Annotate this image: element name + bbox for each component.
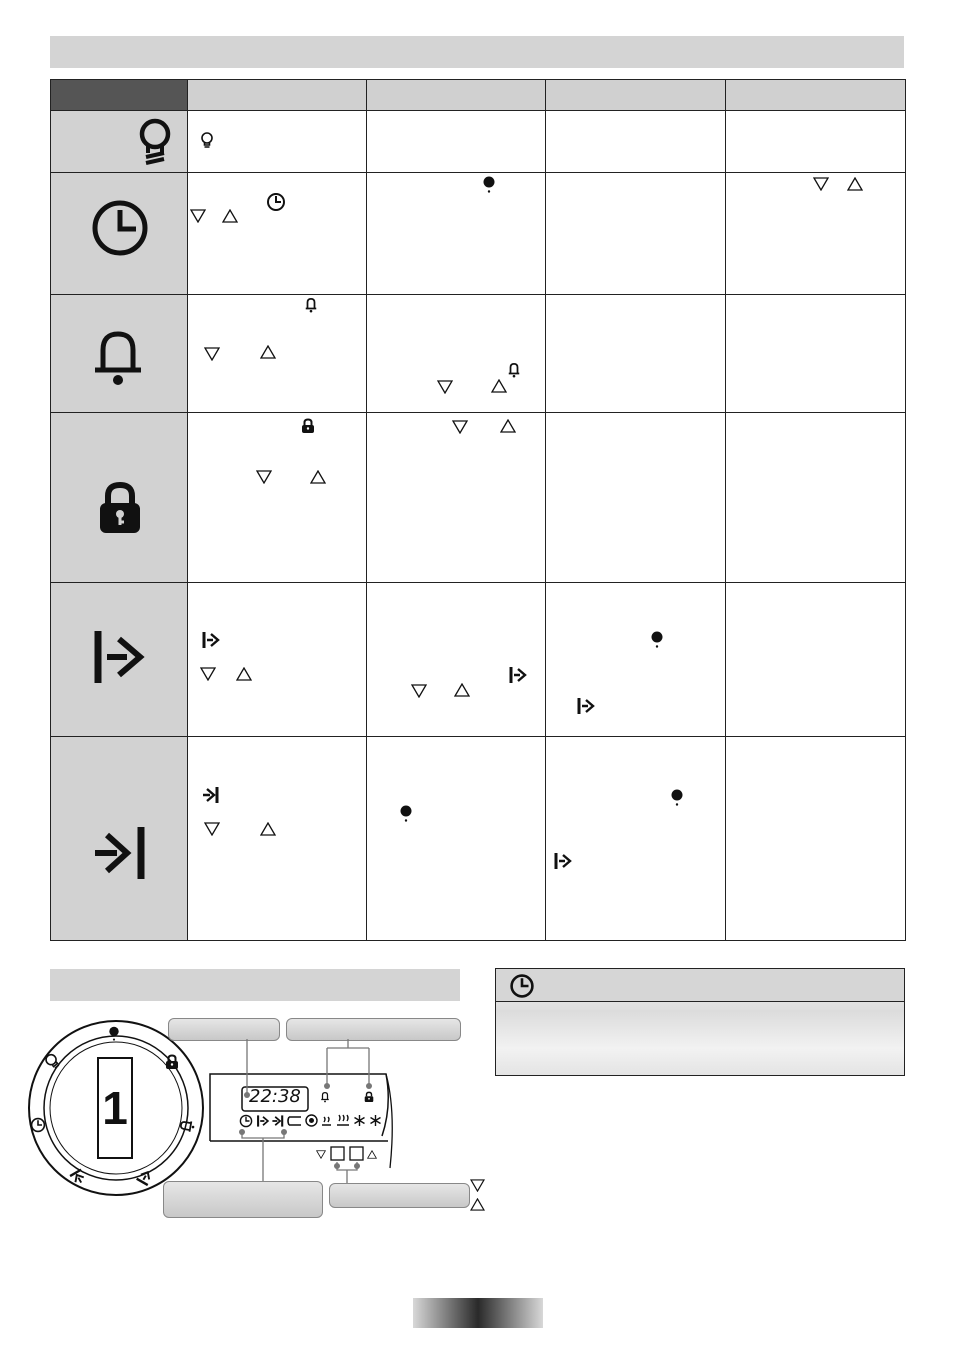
table-row-clock	[51, 173, 906, 295]
table-cell	[546, 737, 726, 941]
table-cell	[188, 295, 367, 413]
header-cell	[726, 80, 906, 111]
table-row-end-of-cooking	[51, 737, 906, 941]
triangle-up-icon	[260, 822, 276, 836]
diagram-title-bar	[50, 969, 460, 1001]
row-icon-cell	[51, 737, 188, 941]
triangle-down-icon	[452, 420, 468, 434]
bar-arrow-icon	[553, 851, 573, 871]
table-cell	[546, 413, 726, 583]
table-cell	[726, 583, 906, 737]
padlock-icon	[301, 418, 315, 434]
triangle-down-icon	[470, 1179, 485, 1192]
dot-icon	[670, 789, 684, 807]
triangle-down-icon	[437, 380, 453, 394]
triangle-up-icon	[491, 379, 507, 393]
bar-arrow-icon	[93, 631, 147, 683]
dot-icon	[108, 1026, 120, 1042]
knob-position-number: 1	[102, 1082, 128, 1134]
triangle-down-icon	[190, 209, 206, 223]
light-bulb-icon	[137, 117, 173, 167]
header-cell	[367, 80, 546, 111]
padlock-icon	[98, 481, 142, 535]
table-cell	[188, 111, 367, 173]
table-cell	[726, 111, 906, 173]
triangle-up-icon	[470, 1198, 485, 1211]
bar-arrow-icon	[201, 630, 221, 650]
table-row-minute-minder	[51, 295, 906, 413]
table-cell	[546, 111, 726, 173]
title-bar	[50, 36, 904, 68]
triangle-down-icon	[813, 177, 829, 191]
bell-icon	[304, 297, 318, 313]
triangle-up-icon	[260, 345, 276, 359]
table-cell	[367, 737, 546, 941]
clock-note-header	[496, 969, 904, 1002]
triangle-up-icon	[310, 470, 326, 484]
table-cell	[546, 583, 726, 737]
bar-arrow-icon	[576, 696, 596, 716]
triangle-up-icon	[222, 209, 238, 223]
triangle-down-icon	[256, 470, 272, 484]
table-header-row	[51, 80, 906, 111]
triangle-down-icon	[200, 667, 216, 681]
dot-icon	[399, 805, 413, 823]
table-cell	[367, 173, 546, 295]
header-cell	[546, 80, 726, 111]
fan-icon	[305, 1114, 318, 1127]
padlock-icon	[364, 1091, 374, 1103]
table-cell	[367, 583, 546, 737]
clock-icon	[509, 973, 535, 999]
table-cell	[367, 111, 546, 173]
bell-icon	[507, 362, 521, 378]
bell-icon	[91, 328, 145, 386]
triangle-up-icon	[454, 683, 470, 697]
clock-icon	[239, 1114, 253, 1128]
table-cell	[726, 295, 906, 413]
table-cell	[546, 295, 726, 413]
header-cell	[188, 80, 367, 111]
page-tab	[413, 1298, 543, 1328]
table-row-child-lock	[51, 413, 906, 583]
arrow-bar-icon	[271, 1114, 285, 1128]
snowflake-icon	[369, 1114, 382, 1127]
grill-icon	[320, 1114, 333, 1127]
dot-icon	[650, 631, 664, 649]
triangle-down-icon	[204, 347, 220, 361]
row-icon-cell	[51, 583, 188, 737]
function-symbol-icon	[287, 1115, 303, 1127]
heat-icon	[336, 1114, 350, 1127]
triangle-up-icon	[847, 177, 863, 191]
table-cell	[726, 173, 906, 295]
row-icon-cell	[51, 295, 188, 413]
clock-icon	[266, 192, 286, 212]
triangle-up-icon	[500, 419, 516, 433]
defrost-icon	[353, 1114, 366, 1127]
arrow-bar-icon	[93, 827, 147, 879]
table-cell	[188, 173, 367, 295]
triangle-down-icon	[411, 684, 427, 698]
arrow-bar-icon	[201, 785, 221, 805]
table-cell	[726, 413, 906, 583]
dot-icon	[482, 176, 496, 194]
triangle-up-icon	[367, 1150, 377, 1159]
table-cell	[367, 413, 546, 583]
bell-icon	[320, 1091, 330, 1103]
table-cell	[726, 737, 906, 941]
row-icon-cell	[51, 111, 188, 173]
bar-arrow-icon	[508, 665, 528, 685]
triangle-down-icon	[316, 1150, 326, 1159]
row-icon-cell	[51, 413, 188, 583]
function-table	[50, 79, 906, 941]
table-row-light	[51, 111, 906, 173]
header-corner-cell	[51, 80, 188, 111]
table-cell	[546, 173, 726, 295]
triangle-down-icon	[204, 822, 220, 836]
clock-icon	[30, 1117, 46, 1133]
table-cell	[188, 583, 367, 737]
display-time-readout: 22:38	[249, 1086, 301, 1107]
table-cell	[188, 737, 367, 941]
light-bulb-icon	[200, 132, 214, 150]
row-icon-cell	[51, 173, 188, 295]
table-cell	[188, 413, 367, 583]
bar-arrow-icon	[256, 1114, 270, 1128]
clock-note-panel	[495, 968, 905, 1076]
triangle-up-icon	[236, 667, 252, 681]
table-cell	[367, 295, 546, 413]
clock-icon	[91, 199, 149, 257]
table-row-cooking-duration	[51, 583, 906, 737]
